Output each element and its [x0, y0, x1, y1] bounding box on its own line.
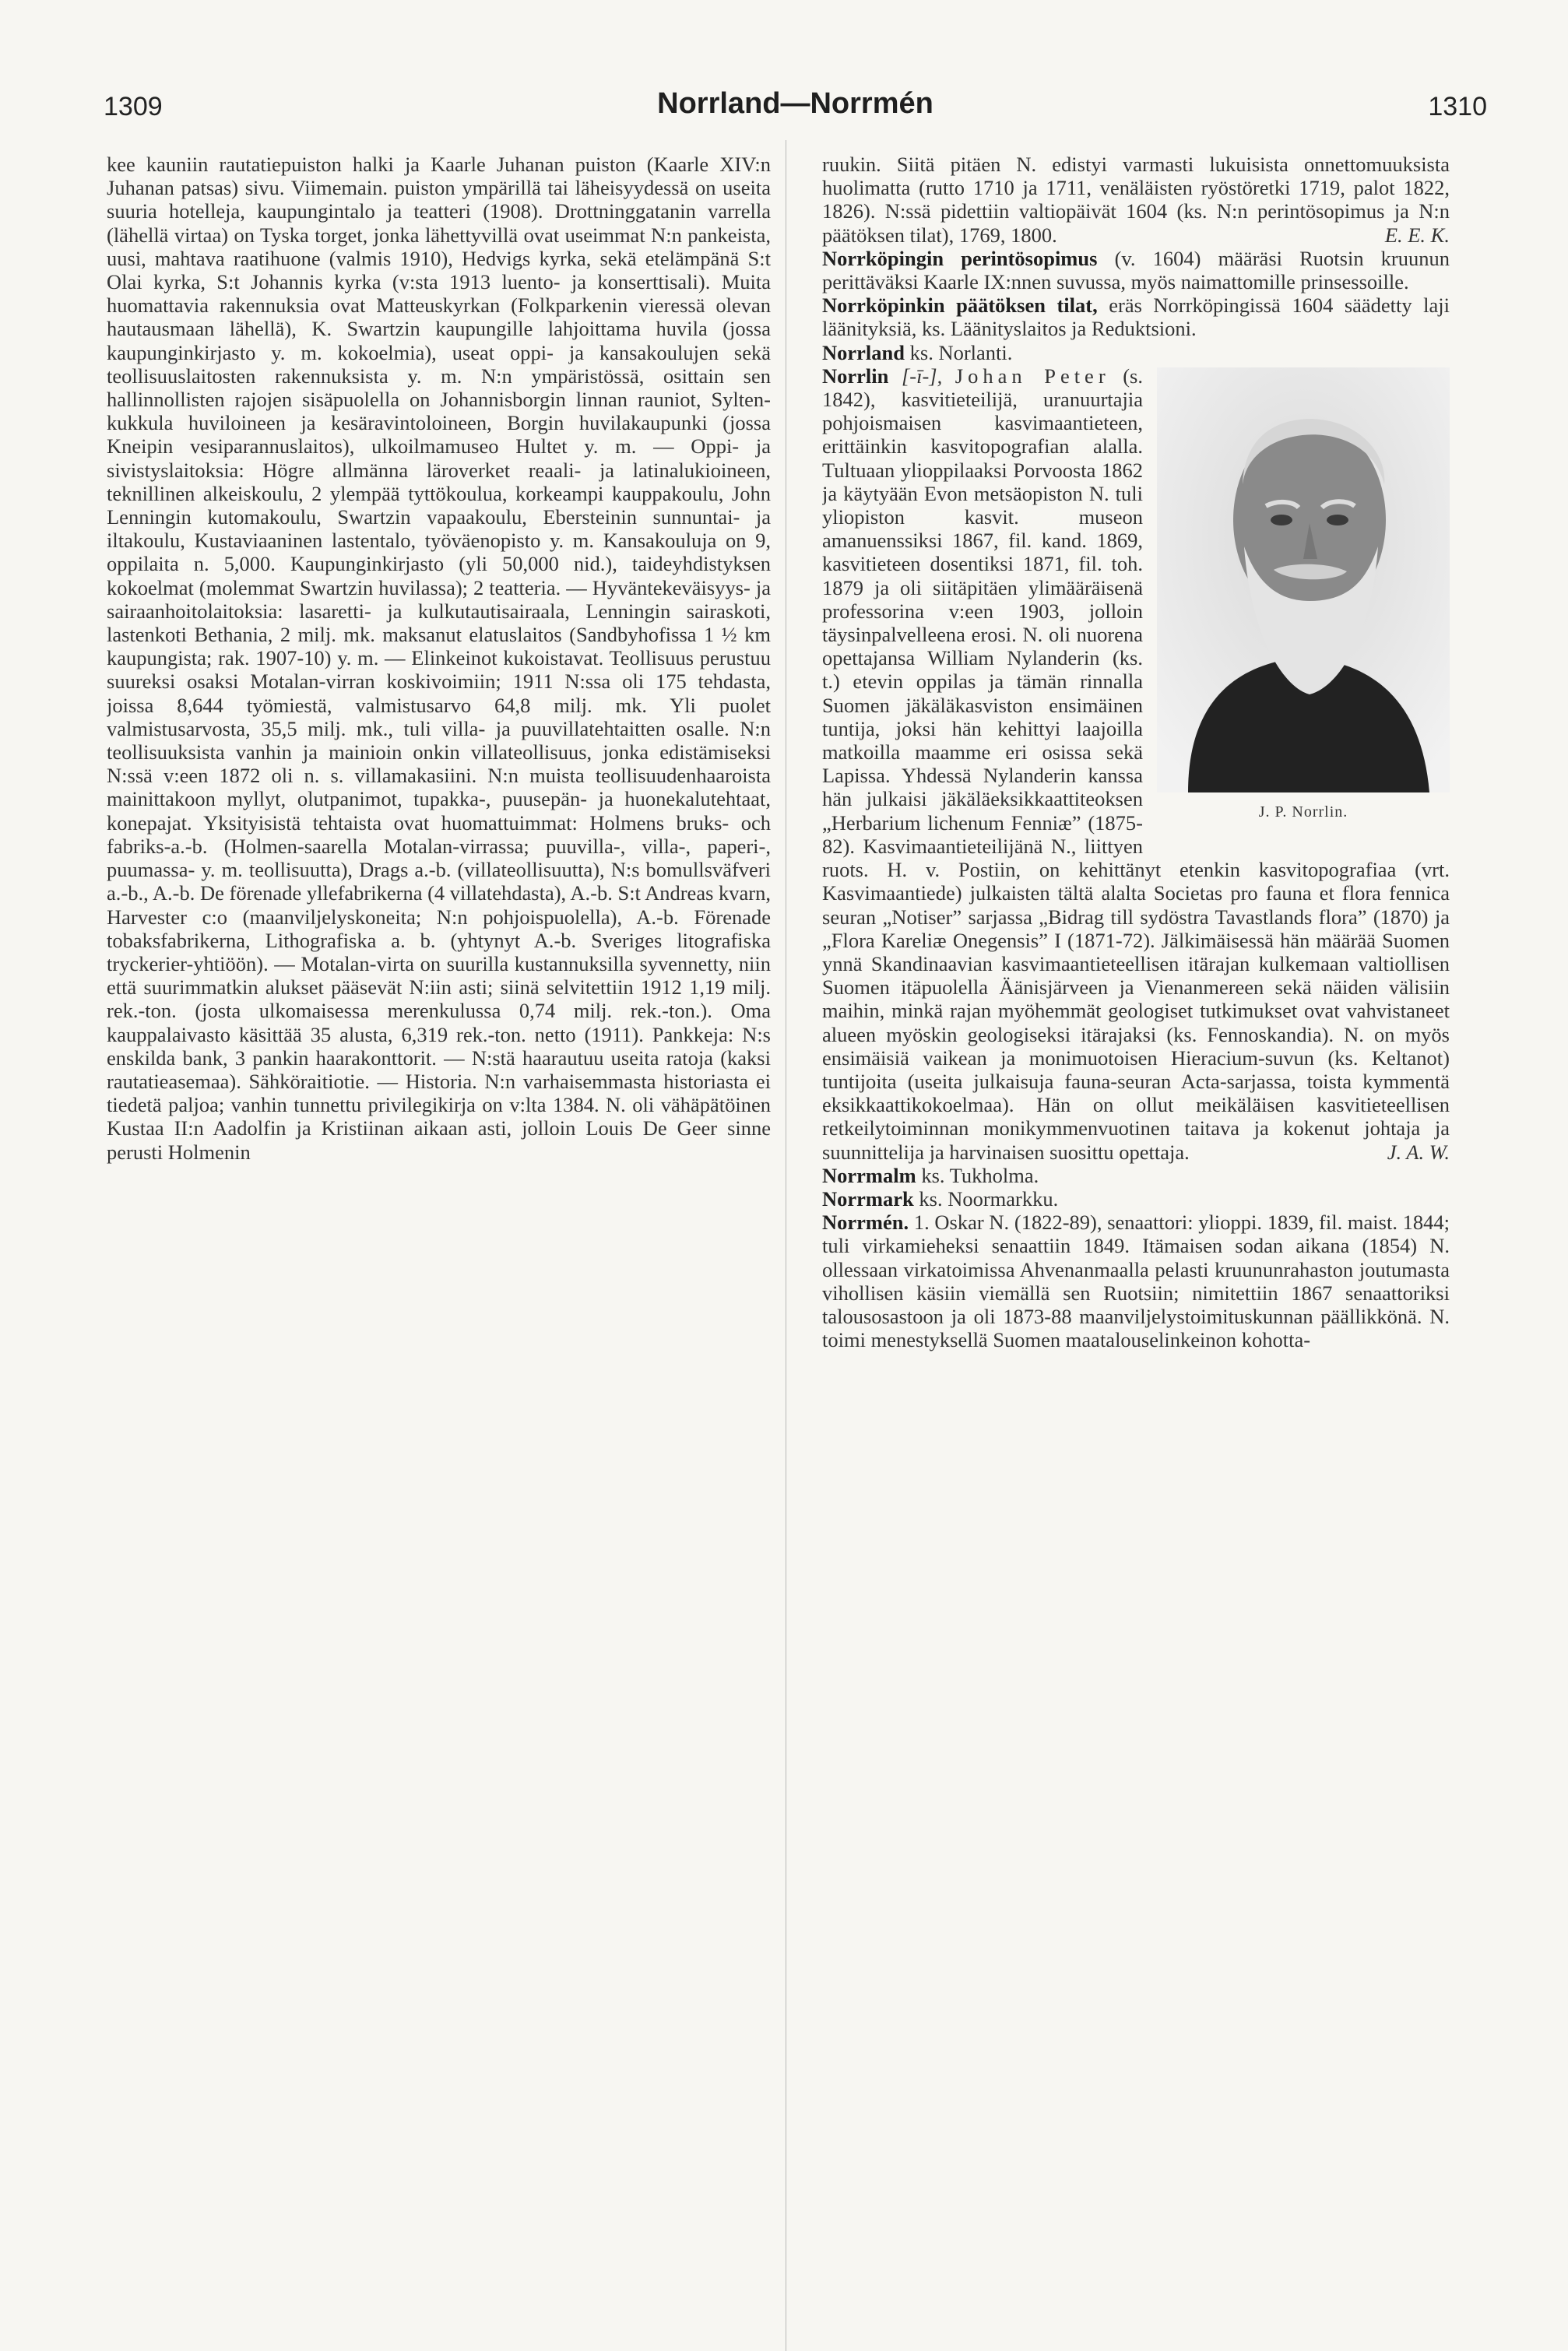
entry-text: ks. Norlanti.: [909, 340, 1013, 364]
portrait-caption: J. P. Norrlin.: [1258, 803, 1348, 821]
entry-headword: Norrköpinkin päätöksen tilat,: [822, 293, 1098, 318]
portrait-figure: [1157, 367, 1450, 831]
page-number-left: 1309: [104, 92, 163, 121]
entry-norrlin: [822, 364, 1450, 1164]
article-history-continued: [822, 153, 1450, 247]
history-text: ruukin. Siitä pitäen N. edistyi varmasti lukuisista onnettomuuksista huolimatta (rutto 1710 ja 1711, venäläisten ryöstöretki 1719, palot 1822, 1826). N:ssä pidettiin valtiopäivät 1604 (ks. N:n perintösopimus ja N:n päätöksen tilat), 1769, 1800.: [822, 153, 1450, 247]
entry-headword: Norrmén.: [822, 1211, 909, 1235]
portrait-image: [1157, 367, 1450, 792]
entry-headword: Norrmalm: [822, 1163, 916, 1187]
page-number-right: 1310: [1428, 92, 1487, 121]
entry-text: 1. Oskar N. (1822-89), senaattori: ylioppi. 1839, fil. maist. 1844; tuli virkamieheksi senaattiin 1849. Itämaisen sodan aikana (1854) N. ollessaan virkatoimissa Ahvenanmaalla pelasti kruununrahaston joutumasta vihollisen käsiin viemällä sen Ruotsiin; nimitettiin 1867 senaattoriksi talousosastoon ja oli 1873-88 maanviljelystoimituskunnan päällikkönä. N. toimi menestyksellä Suomen maatalouselinkeinon kohotta-: [822, 1211, 1450, 1352]
pronunciation: [-ī-],: [901, 364, 943, 388]
entry-norrmen: [822, 1211, 1450, 1351]
entry-text: ks. Noormarkku.: [919, 1186, 1059, 1211]
entry-norrland: [822, 341, 1450, 364]
entry-headword: Norrmark: [822, 1186, 914, 1211]
entry-norrmark: [822, 1187, 1450, 1211]
entry-paatoksen-tilat: [822, 293, 1450, 340]
article-norrkoping-continued: kee kauniin rautatiepuiston halki ja Kaarle Juhanan puiston (Kaarle XIV:n Juhanan patsas) sivu. Viimemain. puiston ympärillä tai läheisyydessä on useita suuria hotelleja, kaupungintalo ja teatteri (1908). Drottninggatanin varrella (lähellä virtaa) on Tyska torget, jonka lähettyvillä ovat useimmat N:n pankeista, uusi, mahtava raatihuone (valmis 1910), Hedvigs kyrka, sekä etelämpänä S:t Olai kyrka, S:t Johannis kyrka (v:sta 1913 luento- ja konserttisali). Muita huomattavia rakennuksia ovat Matteuskyrkan (Folkparkenin vieressä olevan hautausmaan lähellä), K. Swartzin kaupungille lahjoittama huvila (jossa kaupunginkirjasto y. m. kokoelmia), useat oppi- ja kansakoulujen sekä teollisuuslaitosten rakennuksista y. m. N:n ympäristössä, osittain sen hallinnollisten rajojen sisäpuolella on Johannisborgin linnan rauniot, Sylten-kukkula huviloineen ja kesäravintoloineen, Borgin huvilakaupunki (jossa Kneipin vesiparannuslaitos), ulkoilmamuseo Hultet y. m. — Oppi- ja sivistyslaitoksia: Högre allmänna läroverket reaali- ja latinalukioineen, teknillinen alkeiskoulu, 2 ylempää tyttökoulua, korkeampi kauppakoulu, John Lenningin kutomakoulu, Swartzin vapaakoulu, Ebersteinin sunnuntai- ja iltakoulu, Kustaviaaninen lastentalo, työväenopisto y. m. Kansakouluja on 9, oppilaita n. 5,000. Kaupunginkirjasto (yli 50,000 nid.), taideyhdistyksen kokoelmat (molemmat Swartzin huvilassa); 2 teatteria. — Hyväntekeväisyys- ja sairaanhoitolaitoksia: lasaretti- ja kulkutautisairaala, Lenningin sairaskoti, lastenkoti Bethania, 2 milj. mk. maksanut elatuslaitos (Sandbyhofissa 1 ½ km kaupungista; rak. 1907-10) y. m. — Elinkeinot kukoistavat. Teollisuus perustuu suureksi osaksi Motalan-virran koskivoimiin; 1911 N:ssa oli 175 tehdasta, joissa 8,644 työmiestä, valmistusarvo 64,8 milj. mk. Yli puolet valmistusarvosta, 35,5 milj. mk., tuli villa- ja puuvillatehtaitten osalle. N:n teollisuuksista vanhin ja mainioin onkin villateollisuus, jonka edistämiseksi N:ssä v:een 1872 oli n. s. villamakasiini. N:n muista teollisuudenhaaroista mainittakoon myllyt, olutpanimot, tupakka-, puusepän- ja huonekalutehtaat, konepajat. Yksityisistä tehtaista ovat huomattuimmat: Holmens bruks- och fabriks-a.-b. (Holmen-saarella Motalan-virrassa; puuvilla-, villa-, paperi-, puumassa- y. m. teollisuutta), Drags a.-b. (villateollisuutta), N:s bomullsväfveri a.-b., A.-b. De förenade yllefabrikerna (4 villatehdasta), A.-b. S:t Andreas kvarn, Harvester c:o (maanviljelyskoneita; N:n pohjoispuolella), A.-b. Förenade tobaksfabrikerna, Lithografiska a. b. (yhtynyt A.-b. Sveriges litografiska tryckerier-yhtiöön). — Motalan-virta on suurilla kustannuksilla syvennetty, niin että suurimmatkin alukset pääsevät N:iin asti; siinä selvitettiin 1912 1,19 milj. rek.-ton. (josta ulkomaisessa merenkulussa 0,74 milj. rek.-ton.). Oma kauppalaivasto käsittää 35 alusta, 6,319 rek.-ton. netto (1911). Pankkeja: N:s enskilda bank, 3 pankin haarakonttorit. — N:stä haarautuu useita ratoja (kaksi rautatieasemaa). Sähköraitiotie. — Historia. N:n varhaisemmasta historiasta ei tiedetä paljoa; vanhin tunnettu privilegikirja on v:lta 1384. N. oli vähäpätöinen Kustaa II:n Aadolfin ja Kristiinan aikaan asti, jolloin Louis De Geer sinne perusti Holmenin: [107, 153, 771, 1164]
author-signature: E. E. K.: [1384, 223, 1450, 247]
left-column: [107, 153, 771, 2339]
entry-norrmalm: [822, 1164, 1450, 1187]
person-name: Johan Peter: [955, 364, 1110, 388]
author-signature: J. A. W.: [1387, 1140, 1450, 1164]
entry-headword: Norrland: [822, 340, 905, 364]
page-header: [104, 87, 1487, 134]
running-title: Norrland—Norrmén: [657, 87, 933, 120]
entry-headword: Norrlin: [822, 364, 889, 388]
entry-text: eräs Norrköpingissä 1604 säädetty laji läänityksiä, ks. Läänityslaitos ja Reduktsioni.: [822, 293, 1450, 341]
entry-text: ks. Tukholma.: [921, 1163, 1039, 1187]
right-column: [822, 153, 1450, 2339]
entry-perintosopimus: [822, 247, 1450, 293]
entry-text: (v. 1604) määräsi Ruotsin kruunun perittäväksi Kaarle IX:nnen suvussa, myös naimattomille prinsessoille.: [822, 246, 1450, 294]
entry-text: (s. 1842), kasvitieteilijä, uranuurtajia pohjoismaisen kasvimaantieteen, erittäinkin kasvitopografian alalla. Tultuaan ylioppilaaksi Porvoosta 1862 ja käytyään Evon metsäopiston N. tuli yliopiston kasvit. museon amanuenssiksi 1867, fil. kand. 1869, kasvitieteen dosentiksi 1871, fil. toh. 1879 ja oli siitäpitäen ylimääräisenä professorina v:een 1903, jolloin täysinpalvelleena erosi. N. oli nuorena opettajansa William Nylanderin (ks. t.) etevin oppilas ja tämän rinnalla Suomen jäkäläkasviston ensimäinen tuntija, joksi hän kehittyi laajoilla matkoilla maamme eri osissa sekä Lapissa. Yhdessä Nylanderin kanssa hän julkaisi jäkäläeksikkaattiteoksen „Herbarium lichenum Fenniæ” (1875-82). Kasvimaantieteilijänä N., liittyen ruots. H. v. Postiin, on kehittänyt etenkin kasvitopografiaa (vrt. Kasvimaantiede) julkaisten tältä alalta Societas pro fauna et flora fennica seuran „Notiser” sarjassa „Bidrag till sydöstra Tavastlands flora” (1870) ja „Flora Kareliæ Onegensis” I (1871-72). Jälkimäisessä hän määrää Suomen ynnä Skandinaavian kasvimaantieteellisen itärajan kulkemaan valtiollisen Suomen itäpuolella Äänisjärveen ja Vienanmereen sekä näiden välisiin maihin, minkä rajan myöhemmät geologiset tutkimukset ovat vahvistaneet alueen myöskin geologiseksi itärajaksi (ks. Fennoskandia). N. on myös ensimäisiä vaikean ja monimuotoisen Hieracium-suvun (ks. Keltanot) tuntijoita (useita julkaisuja fauna-seuran Acta-sarjassa, toista kymmentä eksikkaattikokoelmaa). Hän on ollut meikäläisen kasvitieteellisen retkeilytoiminnan monikymmenvuotinen taitava ja kokenut johtaja ja suunnittelija ja harvinaisen suosittu opettaja.: [822, 364, 1450, 1164]
entry-headword: Norrköpingin perintösopimus: [822, 246, 1098, 270]
